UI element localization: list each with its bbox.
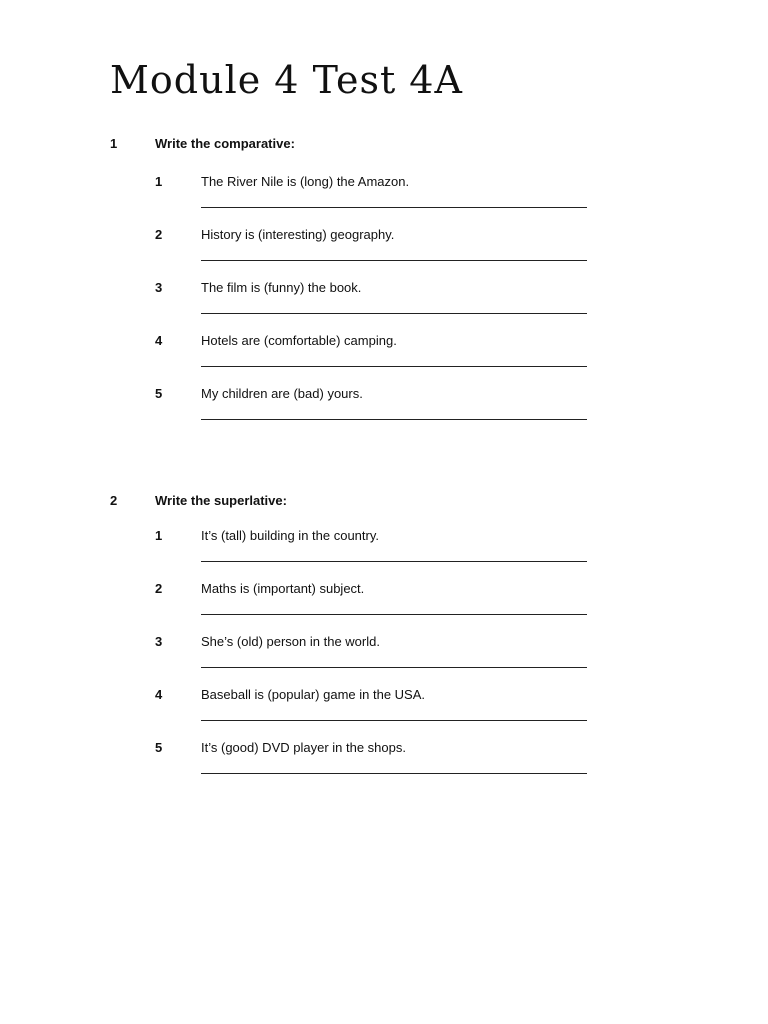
answer-line[interactable] (201, 366, 587, 367)
section-instruction: Write the superlative: (155, 493, 287, 508)
question-text: The River Nile is (long) the Amazon. (201, 174, 410, 189)
answer-line[interactable] (201, 419, 587, 420)
question-number: 5 (155, 386, 163, 401)
question-number: 1 (155, 528, 163, 543)
question-number: 3 (155, 280, 163, 295)
question-number: 2 (155, 581, 163, 596)
question-item (0, 687, 768, 735)
question-text: She’s (old) person in the world. (201, 634, 380, 649)
question-text: Hotels are (comfortable) camping. (201, 333, 397, 348)
answer-line[interactable] (201, 207, 587, 208)
page-title: Module 4 Test 4A (110, 58, 463, 102)
answer-line[interactable] (201, 773, 587, 774)
question-item (0, 174, 768, 222)
section-number: 2 (110, 493, 118, 508)
section-header (0, 493, 768, 513)
question-number: 1 (155, 174, 163, 189)
question-item (0, 227, 768, 275)
question-item (0, 581, 768, 629)
question-item (0, 528, 768, 576)
answer-line[interactable] (201, 720, 587, 721)
question-number: 4 (155, 333, 163, 348)
question-number: 4 (155, 687, 163, 702)
question-text: The film is (funny) the book. (201, 280, 362, 295)
question-number: 3 (155, 634, 163, 649)
section-header (0, 136, 768, 156)
question-number: 2 (155, 227, 163, 242)
answer-line[interactable] (201, 561, 587, 562)
question-item (0, 333, 768, 381)
question-number: 5 (155, 740, 163, 755)
answer-line[interactable] (201, 260, 587, 261)
question-text: Maths is (important) subject. (201, 581, 365, 596)
question-text: It’s (tall) building in the country. (201, 528, 379, 543)
answer-line[interactable] (201, 313, 587, 314)
answer-line[interactable] (201, 667, 587, 668)
question-text: It’s (good) DVD player in the shops. (201, 740, 406, 755)
question-item (0, 740, 768, 788)
question-item (0, 386, 768, 434)
section-instruction: Write the comparative: (155, 136, 295, 151)
question-item (0, 634, 768, 682)
section-number: 1 (110, 136, 118, 151)
question-text: My children are (bad) yours. (201, 386, 363, 401)
question-item (0, 280, 768, 328)
question-text: History is (interesting) geography. (201, 227, 395, 242)
question-text: Baseball is (popular) game in the USA. (201, 687, 426, 702)
answer-line[interactable] (201, 614, 587, 615)
